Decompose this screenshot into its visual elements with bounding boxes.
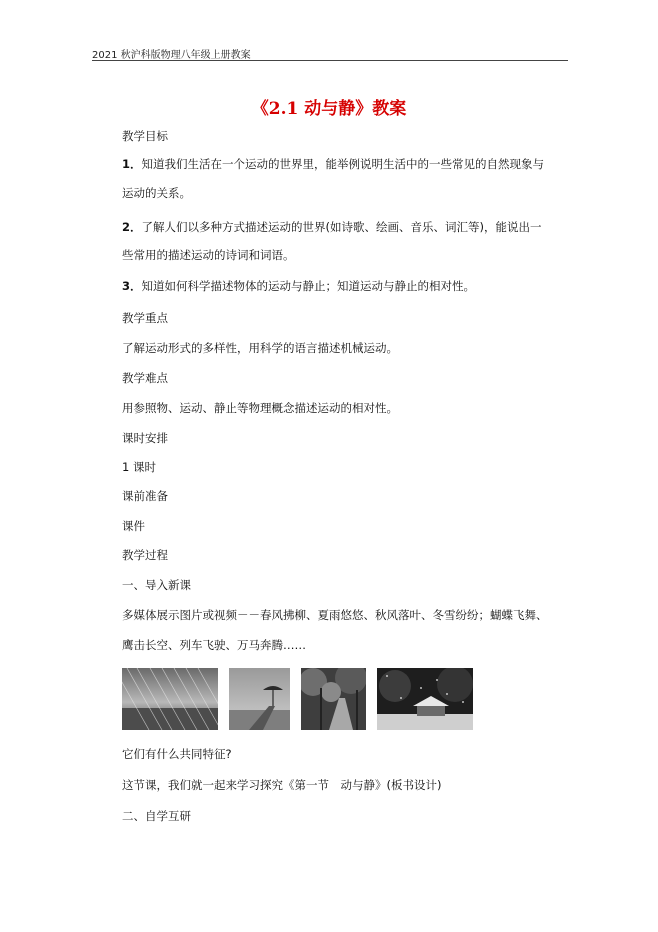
difficulty-heading: 教学难点: [122, 371, 168, 385]
page-header: [92, 44, 568, 61]
goal-2-continued: 些常用的描述运动的诗词和词语。: [122, 248, 295, 262]
goal-1-text: 知道我们生活在一个运动的世界里，能举例说明生活中的一些常见的自然现象与: [141, 157, 545, 171]
goal-1-number: 1．: [122, 157, 142, 171]
difficulty-text: 用参照物、运动、静止等物理概念描述运动的相对性。: [122, 401, 398, 415]
goal-2-number: 2．: [122, 220, 142, 234]
prep-text: 课件: [122, 519, 145, 533]
question-text: 它们有什么共同特征?: [122, 747, 232, 761]
goal-1: [122, 156, 544, 172]
pier-umbrella-photo: [229, 668, 290, 730]
part1-line-2: 鹰击长空、列车飞驶、万马奔腾……: [122, 638, 306, 652]
prep-heading: 课前准备: [122, 489, 168, 503]
schedule-heading: 课时安排: [122, 431, 168, 445]
goal-3-text: 知道如何科学描述物体的运动与静止；知道运动与静止的相对性。: [141, 279, 476, 293]
snowy-house-photo: [377, 668, 473, 730]
autumn-path-photo: [301, 668, 366, 730]
key-heading: 教学重点: [122, 311, 168, 325]
part2-heading: 二、自学互研: [122, 809, 191, 823]
key-text: 了解运动形式的多样性，用科学的语言描述机械运动。: [122, 341, 398, 355]
header-text: 2021 秋沪科版物理八年级上册教案: [92, 50, 251, 61]
part1-line-1: 多媒体展示图片或视频－－春风拂柳、夏雨悠悠、秋风落叶、冬雪纷纷；蝴蝶飞舞、: [122, 608, 548, 622]
page-title: 《2.1 动与静》教案: [251, 99, 407, 119]
rain-over-lake-photo: [122, 668, 218, 730]
schedule-text: 1 课时: [122, 460, 156, 474]
goal-1-continued: 运动的关系。: [122, 186, 191, 200]
goal-3: [122, 278, 475, 294]
goals-heading: 教学目标: [122, 129, 168, 143]
goal-2: [122, 219, 542, 235]
process-heading: 教学过程: [122, 548, 168, 562]
part1-heading: 一、导入新课: [122, 578, 191, 592]
goal-3-number: 3．: [122, 279, 142, 293]
goal-2-text: 了解人们以多种方式描述运动的世界(如诗歌、绘画、音乐、词汇等)，能说出一: [141, 220, 542, 234]
intro-text: 这节课，我们就一起来学习探究《第一节 动与静》(板书设计): [122, 778, 442, 792]
